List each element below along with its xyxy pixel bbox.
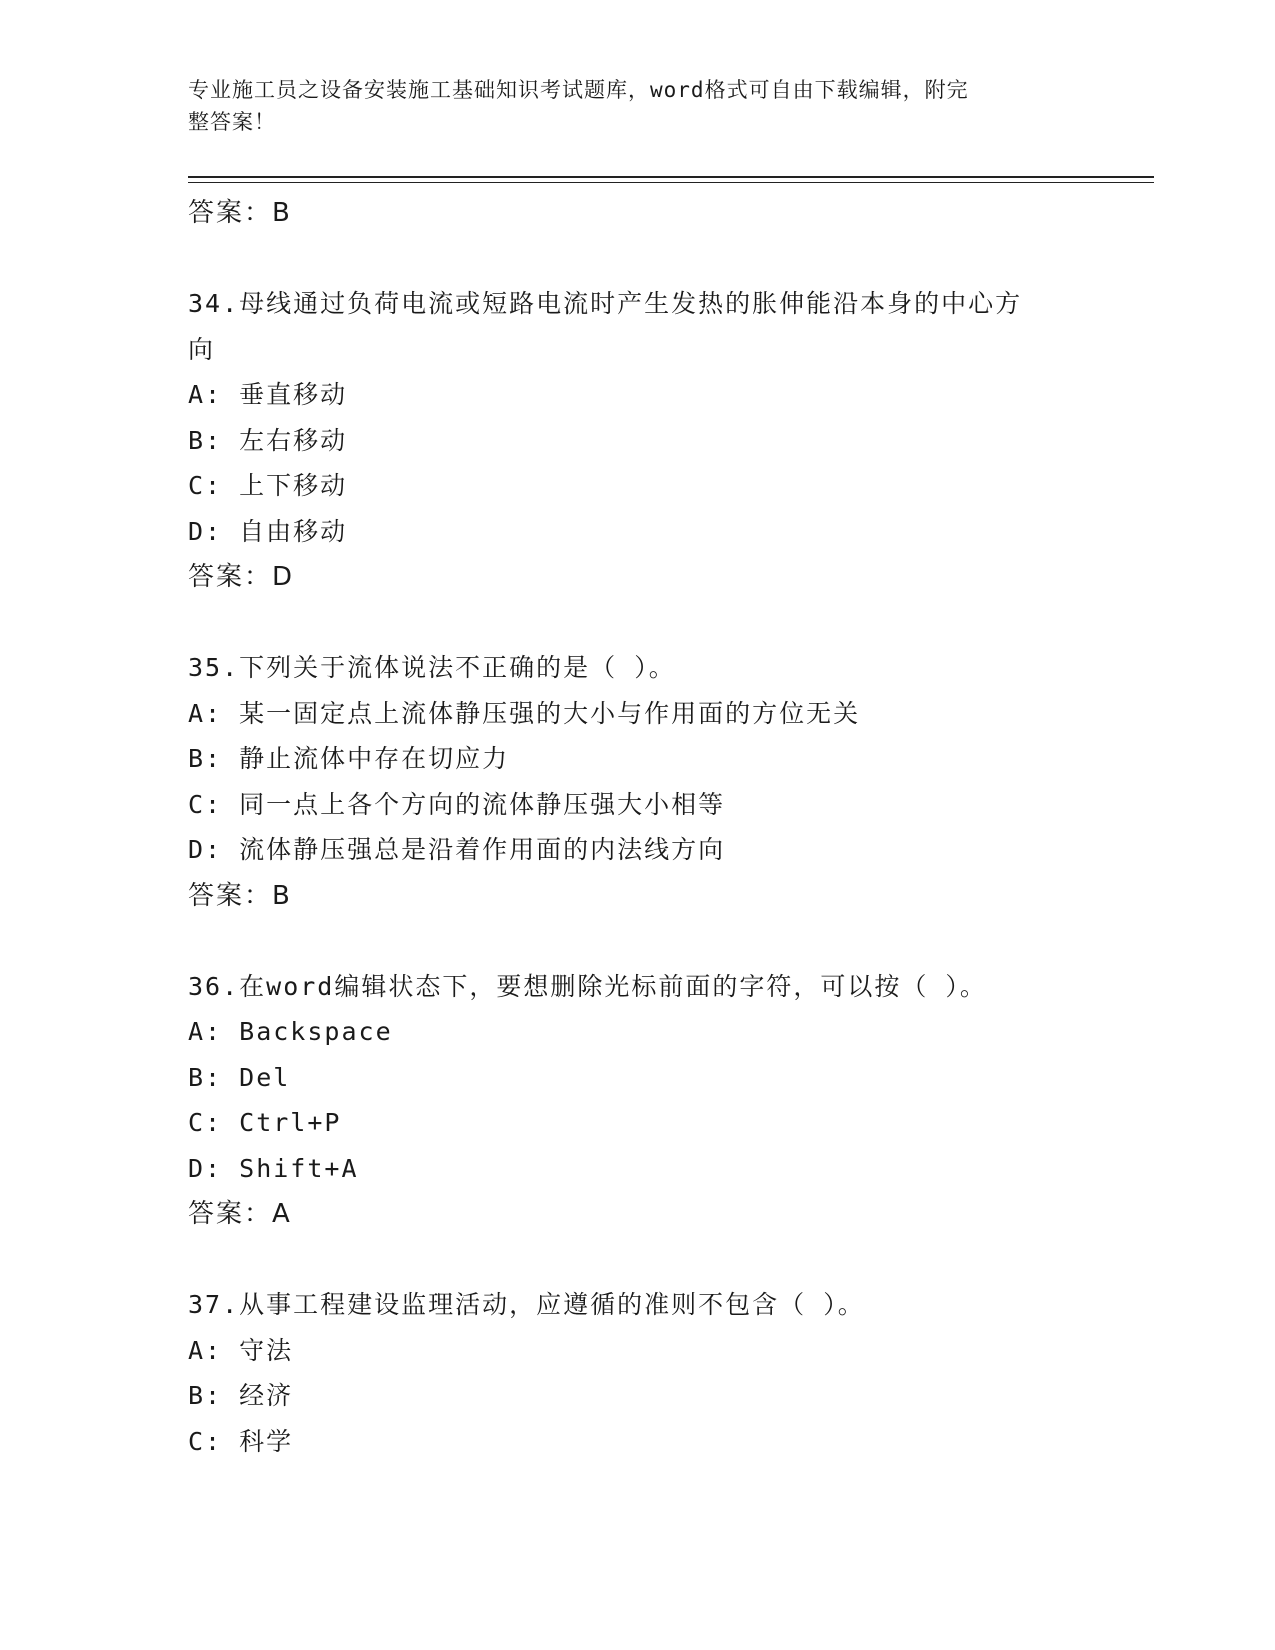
answer: 答案：B [188,880,292,911]
question-37 [188,1282,1088,1464]
option-b: B: Del [188,1062,291,1092]
option-a: A: 某一固定点上流体静压强的大小与作用面的方位无关 [188,698,861,728]
question-stem: 36.在word编辑状态下，要想删除光标前面的字符，可以按（ ）。 [188,971,987,1001]
question-36 [188,964,1088,1238]
option-c: C: 上下移动 [188,471,348,500]
option-b: B: 静止流体中存在切应力 [188,744,510,773]
answer: 答案：A [188,1199,292,1229]
question-35 [188,645,1088,919]
question-stem-continued: 向 [188,334,216,364]
question-stem: 35.下列关于流体说法不正确的是（ ）。 [188,653,676,682]
question-34 [188,281,1088,600]
header-divider-thick [188,176,1154,178]
option-a: A: 垂直移动 [188,380,348,409]
header-divider-thin [188,182,1154,183]
option-b: B: 左右移动 [188,425,348,455]
option-a: A: Backspace [188,1017,393,1046]
option-c: C: 科学 [188,1426,294,1456]
question-stem: 37.从事工程建设监理活动，应遵循的准则不包含（ ）。 [188,1290,865,1319]
header-title-line1: 专业施工员之设备安装施工基础知识考试题库，word格式可自由下载编辑，附完 [188,78,969,102]
header-title-line2: 整答案！ [188,110,276,134]
answer: 答案：D [188,562,295,592]
document-header [188,74,1068,138]
option-d: D: 流体静压强总是沿着作用面的内法线方向 [188,835,726,864]
option-c: C: Ctrl+P [188,1108,342,1137]
option-d: D: 自由移动 [188,516,348,546]
question-list [188,190,1088,1464]
option-a: A: 守法 [188,1335,294,1365]
option-b: B: 经济 [188,1381,294,1410]
option-c: C: 同一点上各个方向的流体静压强大小相等 [188,789,726,819]
option-d: D: Shift+A [188,1153,359,1183]
question-stem: 34.母线通过负荷电流或短路电流时产生发热的胀伸能沿本身的中心方 [188,289,1023,318]
previous-answer: 答案：B [188,198,292,228]
